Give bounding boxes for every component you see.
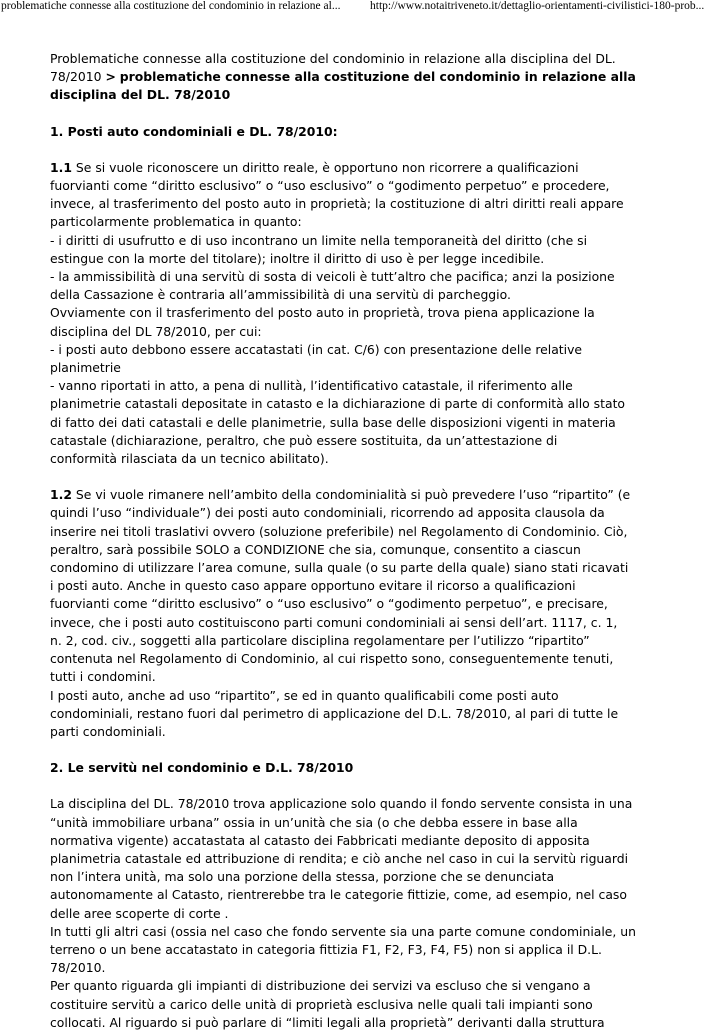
paragraph-line: condominiali, restano fuori dal perimetro di applicazione del D.L. 78/2010, al pari di tutte le (50, 705, 619, 721)
paragraph-number: 1.1 (50, 159, 72, 175)
breadcrumb-current-line2: disciplina del DL. 78/2010 (50, 87, 231, 103)
paragraph-line: - la ammissibilità di una servitù di sosta di veicoli è tutt’altro che pacifica; anzi la posizione (50, 269, 615, 285)
paragraph-line: Per quanto riguarda gli impianti di distribuzione dei servizi va escluso che si vengano a (50, 978, 591, 994)
paragraph-line: peraltro, sarà possibile SOLO a CONDIZIONE che sia, comunque, consentito a ciascun (50, 541, 581, 557)
paragraph-line: n. 2, cod. civ., soggetti alla particolare disciplina regolamentare per l’utilizzo “ripartito” (50, 632, 590, 648)
paragraph-line: parti condominiali. (50, 723, 166, 739)
paragraph-line: collocati. Al riguardo si può parlare di “limiti legali alla proprietà” derivanti dalla struttura (50, 1014, 605, 1030)
paragraph-line: invece, che i posti auto costituiscono parti comuni condominiali ai sensi dell’art. 1117, c. 1, (50, 614, 618, 630)
breadcrumb-parent-link-cont[interactable]: 78/2010 (50, 69, 102, 85)
paragraph-line: fuorvianti come “diritto esclusivo” o “uso esclusivo” o “godimento perpetuo” e procedere, (50, 178, 610, 194)
paragraph-line: 1.1 Se si vuole riconoscere un diritto reale, è opportuno non ricorrere a qualificazioni (50, 159, 579, 175)
paragraph-line: planimetria catastale ed attribuzione di rendita; e ciò anche nel caso in cui la servitù riguardi (50, 850, 629, 866)
paragraph-line: invece, al trasferimento del posto auto in proprietà; la costituzione di altri diritti reali appare (50, 196, 624, 212)
paragraph-line: quindi l’uso “individuale”) dei posti auto condominiali, ricorrendo ad apposita clausola da (50, 505, 605, 521)
paragraph-2 (50, 795, 690, 1032)
paragraph-line: contenuta nel Regolamento di Condominio, al cui rispetto sono, conseguentemente tenuti, (50, 651, 614, 667)
paragraph-line: della Cassazione è contraria all’ammissibilità di una servitù di parcheggio. (50, 287, 511, 303)
paragraph-line: condomino di utilizzare l’area comune, sulla quale (o su parte della quale) siano stati ricavati (50, 560, 629, 576)
paragraph-line: I posti auto, anche ad uso “ripartito”, se ed in quanto qualificabili come posti auto (50, 687, 559, 703)
paragraph-line: non l’intera unità, ma solo una porzione della stessa, porzione che se denunciata (50, 869, 555, 885)
paragraph-line: Ovviamente con il trasferimento del posto auto in proprietà, trova piena applicazione la (50, 305, 595, 321)
breadcrumb (50, 50, 690, 105)
paragraph-line: conformità rilasciata da un tecnico abilitato). (50, 451, 329, 467)
breadcrumb-current: problematiche connesse alla costituzione del condominio in relazione alla (119, 69, 636, 85)
breadcrumb-parent-link[interactable]: Problematiche connesse alla costituzione del condominio in relazione alla disciplina del DL. (50, 51, 616, 66)
paragraph-line: tutti i condomini. (50, 669, 156, 685)
paragraph-1-2 (50, 486, 690, 741)
section-2-heading: 2. Le servitù nel condominio e D.L. 78/2010 (50, 760, 354, 776)
paragraph-line: La disciplina del DL. 78/2010 trova applicazione solo quando il fondo servente consista in una (50, 796, 633, 812)
paragraph-line: disciplina del DL 78/2010, per cui: (50, 323, 262, 339)
article-content (50, 50, 690, 1032)
paragraph-line: delle aree scoperte di corte . (50, 905, 229, 921)
section-1-heading: 1. Posti auto condominiali e DL. 78/2010: (50, 123, 338, 139)
paragraph-line: - i diritti di usufrutto e di uso incontrano un limite nella temporaneità del diritto (che si (50, 232, 588, 248)
paragraph-line: terreno o un bene accatastato in categoria fittizia F1, F2, F3, F4, F5) non si applica il D.L. (50, 941, 602, 957)
paragraph-line: planimetrie (50, 360, 121, 376)
paragraph-line: estingue con la morte del titolare); inoltre il diritto di uso è per legge incedibile. (50, 250, 545, 266)
paragraph-line: autonomamente al Catasto, rientrerebbe tra le categorie fittizie, come, ad esempio, nel caso (50, 887, 627, 903)
print-header (0, 0, 724, 16)
paragraph-line: inserire nei titoli traslativi ovvero (soluzione preferibile) nel Regolamento di Condominio. Ciò, (50, 523, 628, 539)
paragraph-line: fuorvianti come “diritto esclusivo” o “uso esclusivo” o “godimento perpetuo”, e precisare, (50, 596, 608, 612)
paragraph-line: In tutti gli altri casi (ossia nel caso che fondo servente sia una parte comune condominiale, un (50, 923, 637, 939)
paragraph-line: “unità immobiliare urbana” ossia in un’unità che sia (o che debba essere in base alla (50, 814, 578, 830)
print-header-url: http://www.notaitriveneto.it/dettaglio-orientamenti-civilistici-180-prob... (370, 0, 705, 12)
paragraph-line: di fatto dei dati catastali e delle planimetrie, sulla base delle disposizioni vigenti in materia (50, 414, 616, 430)
breadcrumb-separator: > (105, 69, 116, 85)
paragraph-line: 78/2010. (50, 960, 106, 976)
paragraph-line: i posti auto. Anche in questo caso appare opportuno evitare il ricorso a qualificazioni (50, 578, 576, 594)
paragraph-line: catastale (dichiarazione, peraltro, che può essere sostituita, da un’attestazione di (50, 432, 558, 448)
print-header-title: problematiche connesse alla costituzione del condominio in relazione al... (1, 0, 341, 12)
paragraph-line: 1.2 Se vi vuole rimanere nell’ambito della condominialità si può prevedere l’uso “ripartito” (e (50, 487, 631, 503)
breadcrumb-line2 (50, 68, 690, 86)
paragraph-line: - vanno riportati in atto, a pena di nullità, l’identificativo catastale, il riferimento alle (50, 378, 573, 394)
paragraph-number: 1.2 (50, 487, 72, 503)
paragraph-line: - i posti auto debbono essere accatastati (in cat. C/6) con presentazione delle relative (50, 341, 583, 357)
breadcrumb-parent-line1 (50, 50, 690, 68)
paragraph-line: normativa vigente) accatastata al catasto dei Fabbricati mediante deposito di apposita (50, 832, 590, 848)
paragraph-line: planimetrie catastali depositate in catasto e la dichiarazione di parte di conformità allo stato (50, 396, 626, 412)
paragraph-line: costituire servitù a carico delle unità di proprietà esclusiva nelle quali tali impianti sono (50, 996, 593, 1012)
paragraph-line: particolarmente problematica in quanto: (50, 214, 302, 230)
paragraph-1-1 (50, 159, 690, 468)
